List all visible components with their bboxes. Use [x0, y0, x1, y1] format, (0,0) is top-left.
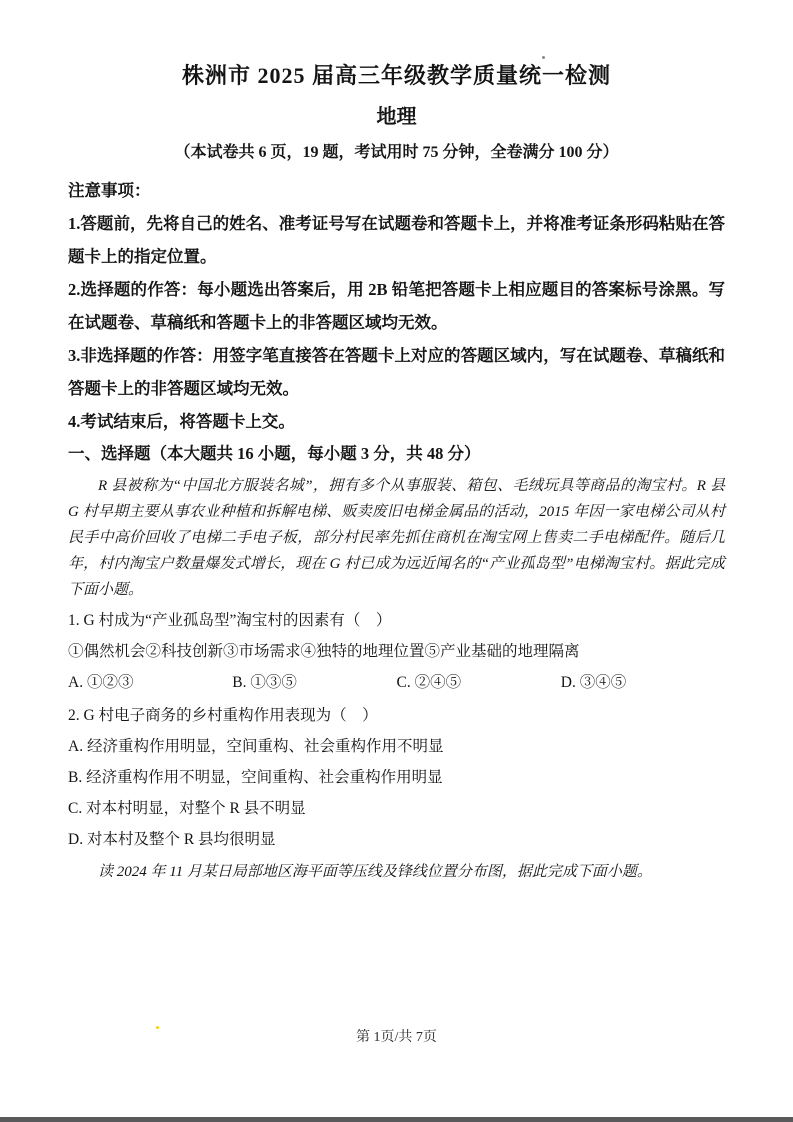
question-2-option-c: C. 对本村明显，对整个 R 县不明显 — [68, 800, 306, 817]
question-1-option-a: A. ①②③ — [68, 674, 134, 691]
question-1-option-d: D. ③④⑤ — [560, 674, 627, 691]
question-2-option-a: A. 经济重构作用明显，空间重构、社会重构作用不明显 — [68, 738, 444, 755]
notice-heading: 注意事项： — [68, 181, 151, 200]
question-2-stem: 2. G 村电子商务的乡村重构作用表现为（ ） — [68, 707, 378, 724]
page-title: 株洲市 2025 届高三年级教学质量统一检测 — [181, 63, 611, 88]
question-2-option-b: B. 经济重构作用不明显，空间重构、社会重构作用明显 — [68, 769, 443, 786]
question-2 — [68, 700, 725, 855]
notice-item-1: 1.答题前，先将自己的姓名、准考证号写在试题卷和答题卡上，并将准考证条形码粘贴在答题卡上的指定位置。 — [68, 214, 725, 266]
question-1-stem: 1. G 村成为“产业孤岛型”淘宝村的因素有（ ） — [68, 612, 392, 629]
question-2-option-d: D. 对本村及整个 R 县均很明显 — [68, 831, 276, 848]
paper-info-line: （本试卷共 6 页，19 题，考试用时 75 分钟，全卷满分 100 分） — [174, 144, 619, 161]
subject-title: 地理 — [376, 106, 417, 128]
page-boundary-bar — [0, 1117, 793, 1122]
notice-item-3: 3.非选择题的作答：用签字笔直接答在答题卡上对应的答题区域内，写在试题卷、草稿纸和答题卡上的非答题区域均无效。 — [68, 346, 725, 398]
reading-passage-2: 读 2024 年 11 月某日局部地区海平面等压线及锋线位置分布图，据此完成下面小题。 — [98, 864, 652, 880]
question-1-option-c: C. ②④⑤ — [396, 674, 462, 691]
question-1-option-b: B. ①③⑤ — [232, 674, 297, 691]
section-heading: 一、选择题（本大题共 16 小题，每小题 3 分，共 48 分） — [68, 444, 481, 463]
notice-item-2: 2.选择题的作答：每小题选出答案后，用 2B 铅笔把答题卡上相应题目的答案标号涂黑。写在试题卷、草稿纸和答题卡上的非答题区域均无效。 — [68, 280, 725, 332]
page-number-footer: 第 1页/共 7页 — [356, 1030, 437, 1045]
question-1-options — [68, 667, 725, 698]
notice-item-4: 4.考试结束后，将答题卡上交。 — [68, 412, 295, 431]
reading-passage-1: R 县被称为“中国北方服装名城”，拥有多个从事服装、箱包、毛绒玩具等商品的淘宝村。R 县 G 村早期主要从事农业种植和拆解电梯、贩卖废旧电梯金属品的活动，2015 年因一家电梯公司从村民手中高价回收了电梯二手电子板，部分村民率先抓住商机在淘宝网上售卖二手电梯配件。随后几年，村内淘宝户数量爆发式增长，现在 G 村已成为远近闻名的“产业孤岛型”电梯淘宝村。据此完成下面小题。 — [68, 478, 725, 598]
question-1-choices-line: ①偶然机会②科技创新③市场需求④独特的地理位置⑤产业基础的地理隔离 — [68, 643, 580, 660]
question-1 — [68, 605, 725, 698]
scan-artifact-dot — [542, 56, 545, 59]
